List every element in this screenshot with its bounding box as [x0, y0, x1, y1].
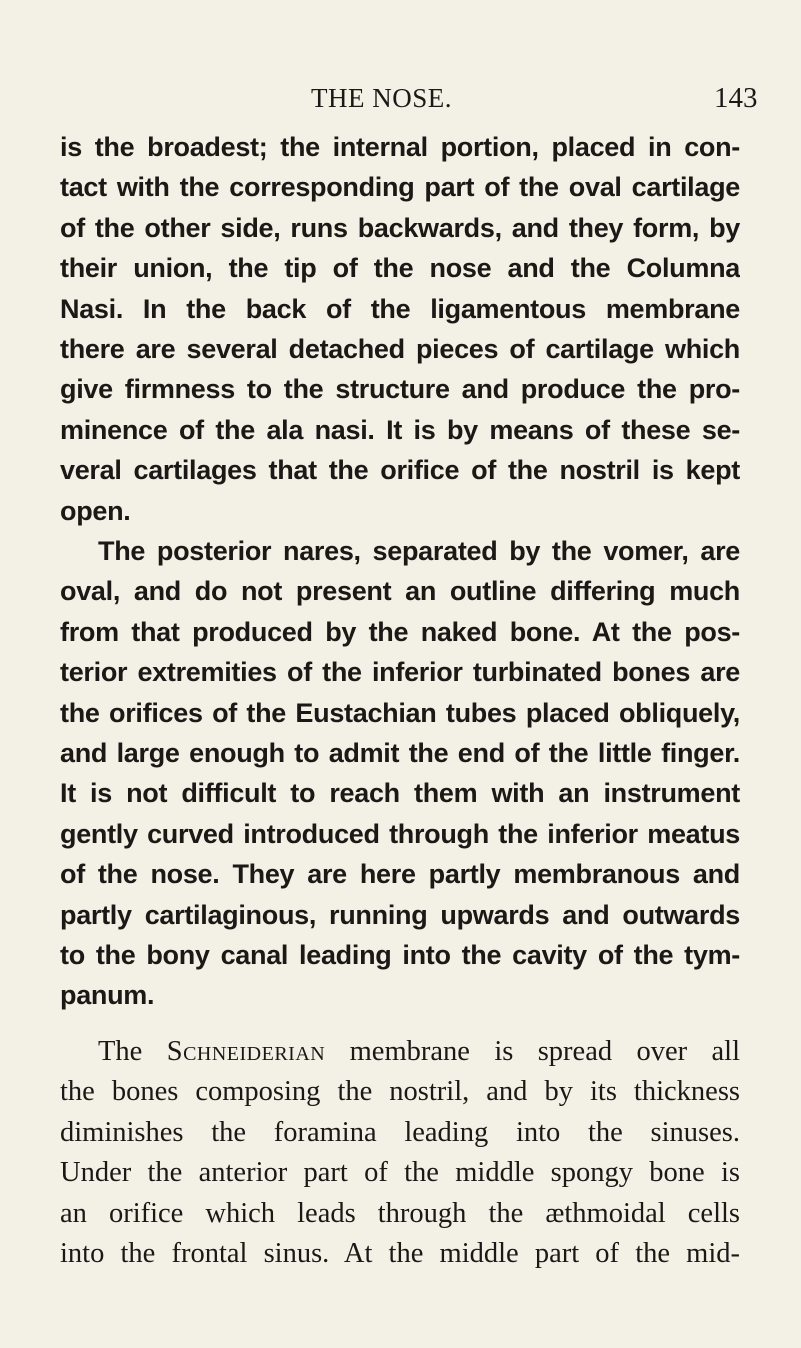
- text-line: oval, and do not present an outline differing much: [60, 576, 740, 607]
- text-line: minence of the ala nasi. It is by means of these se-: [60, 414, 740, 445]
- schneiderian-term: Schneiderian: [166, 1036, 326, 1067]
- text-line: there are several detached pieces of cartilage which: [60, 333, 740, 364]
- text-line: of the other side, runs backwards, and they form, by: [60, 212, 740, 243]
- page-number: 143: [714, 82, 758, 114]
- text-line: panum.: [60, 980, 155, 1011]
- text-line: gently curved introduced through the inferior meatus: [60, 818, 740, 849]
- text-line: their union, the tip of the nose and the Columna: [60, 253, 740, 284]
- text-line: to the bony canal leading into the cavity of the tym-: [60, 939, 740, 970]
- running-head: [0, 80, 801, 116]
- text-line: open.: [60, 495, 131, 526]
- text-line: and large enough to admit the end of the little finger.: [60, 737, 740, 768]
- text-line: an orifice which leads through the æthmoidal cells: [60, 1197, 740, 1229]
- text-line: diminishes the foramina leading into the sinuses.: [60, 1116, 740, 1148]
- text-line: It is not difficult to reach them with an instrument: [60, 778, 740, 809]
- text-line: Nasi. In the back of the ligamentous membrane: [60, 293, 740, 324]
- text-line: partly cartilaginous, running upwards and outwards: [60, 899, 740, 930]
- text-line: [60, 1032, 740, 1072]
- text-line: The posterior nares, separated by the vomer, are: [98, 536, 740, 566]
- text-line: from that produced by the naked bone. At the pos-: [60, 616, 740, 647]
- text-line: tact with the corresponding part of the oval cartilage: [60, 172, 740, 203]
- text-line: is the broadest; the internal portion, placed in con-: [60, 132, 740, 162]
- paragraph-3: [60, 1032, 740, 1274]
- text-line: of the nose. They are here partly membranous and: [60, 859, 740, 890]
- text-line: into the frontal sinus. At the middle part of the mid-: [60, 1237, 740, 1269]
- text-line: veral cartilages that the orifice of the nostril is kept: [60, 455, 740, 486]
- paragraph-2: [60, 531, 740, 1016]
- text-line: give firmness to the structure and produce the pro-: [60, 374, 740, 405]
- text-line: the orifices of the Eustachian tubes placed obliquely,: [60, 697, 740, 728]
- text-line: terior extremities of the inferior turbinated bones are: [60, 657, 740, 688]
- paragraph-first-word: The: [98, 1036, 143, 1067]
- running-title: THE NOSE.: [311, 83, 452, 113]
- text-line-rest: membrane is spread over all: [349, 1036, 740, 1067]
- paragraph-1: [60, 127, 740, 531]
- text-line: the bones composing the nostril, and by its thickness: [60, 1076, 740, 1108]
- text-line: Under the anterior part of the middle spongy bone is: [60, 1157, 740, 1189]
